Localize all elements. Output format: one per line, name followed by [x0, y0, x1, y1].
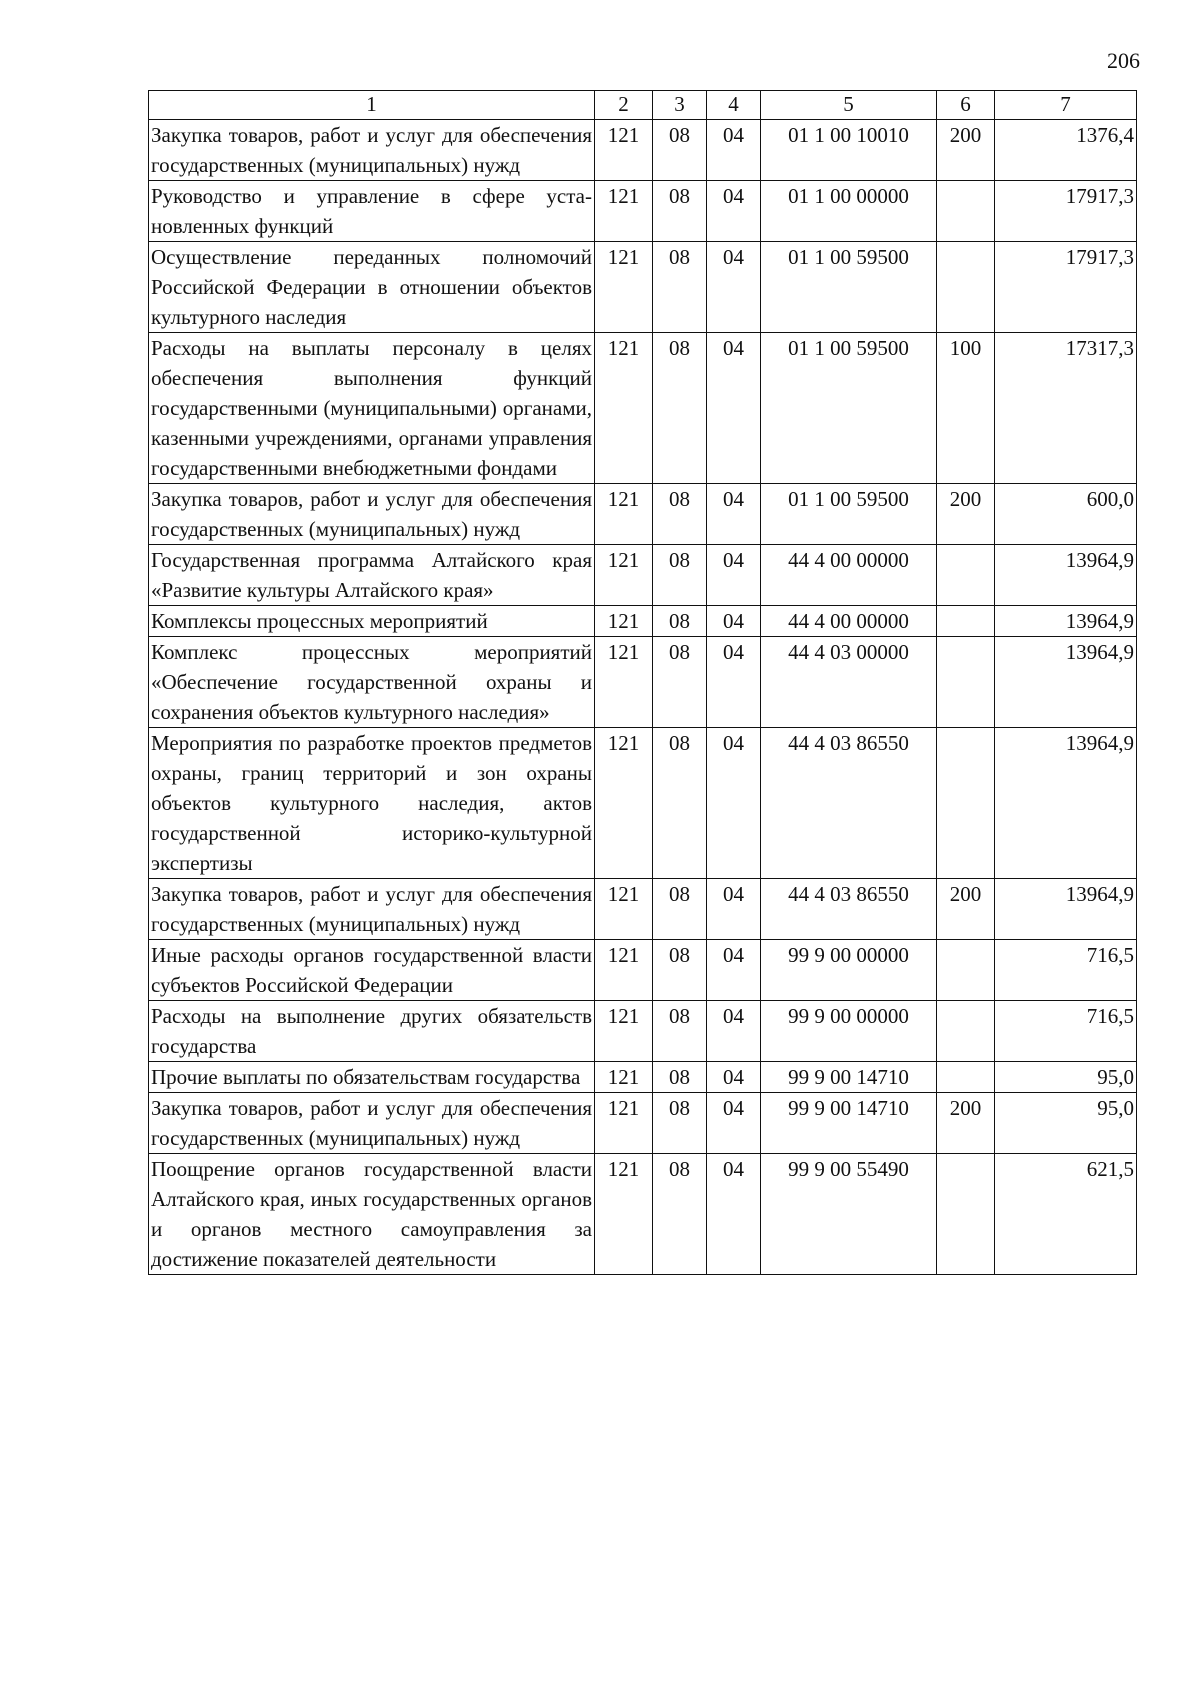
expense-type-cell — [937, 1154, 995, 1275]
subsection-code-cell: 04 — [707, 333, 761, 484]
ministry-code-cell: 121 — [595, 333, 653, 484]
table-row — [149, 242, 1137, 333]
table-row — [149, 879, 1137, 940]
target-article-cell: 01 1 00 59500 — [761, 333, 937, 484]
subsection-code-cell: 04 — [707, 728, 761, 879]
table-row — [149, 545, 1137, 606]
amount-cell: 95,0 — [995, 1062, 1137, 1093]
expense-type-cell: 200 — [937, 879, 995, 940]
target-article-cell: 01 1 00 00000 — [761, 181, 937, 242]
column-number-row — [149, 91, 1137, 120]
section-code-cell: 08 — [653, 728, 707, 879]
page-number: 206 — [1107, 48, 1140, 73]
expense-name-cell: Мероприятия по разработке проектов предметов охраны, границ территорий и зон охраны объектов культурного наследия, актов государственной историко-культурной экспертизы — [149, 728, 595, 879]
expense-type-cell — [937, 242, 995, 333]
target-article-cell: 01 1 00 59500 — [761, 484, 937, 545]
amount-cell: 17917,3 — [995, 181, 1137, 242]
target-article-cell: 99 9 00 14710 — [761, 1093, 937, 1154]
subsection-code-cell: 04 — [707, 1093, 761, 1154]
ministry-code-cell: 121 — [595, 1093, 653, 1154]
expense-type-cell — [937, 181, 995, 242]
subsection-code-cell: 04 — [707, 120, 761, 181]
subsection-code-cell: 04 — [707, 637, 761, 728]
ministry-code-cell: 121 — [595, 879, 653, 940]
table-row — [149, 606, 1137, 637]
ministry-code-cell: 121 — [595, 242, 653, 333]
table-row — [149, 1154, 1137, 1275]
subsection-code-cell: 04 — [707, 181, 761, 242]
ministry-code-cell: 121 — [595, 1154, 653, 1275]
column-header: 2 — [595, 91, 653, 120]
expense-type-cell — [937, 637, 995, 728]
amount-cell: 13964,9 — [995, 606, 1137, 637]
target-article-cell: 99 9 00 00000 — [761, 1001, 937, 1062]
column-header: 3 — [653, 91, 707, 120]
expense-name-cell: Расходы на выполнение других обязательств государства — [149, 1001, 595, 1062]
amount-cell: 716,5 — [995, 940, 1137, 1001]
section-code-cell: 08 — [653, 1001, 707, 1062]
target-article-cell: 44 4 03 86550 — [761, 728, 937, 879]
expense-name-cell: Закупка товаров, работ и услуг для обеспечения государственных (муниципальных) нужд — [149, 120, 595, 181]
expense-name-cell: Руководство и управление в сфере установленных функций — [149, 181, 595, 242]
table-row — [149, 333, 1137, 484]
amount-cell: 13964,9 — [995, 637, 1137, 728]
section-code-cell: 08 — [653, 1093, 707, 1154]
expense-name-cell: Поощрение органов государственной власти Алтайского края, иных государственных органов и органов местного самоуправления за достижение показателей деятельности — [149, 1154, 595, 1275]
target-article-cell: 44 4 03 86550 — [761, 879, 937, 940]
expense-type-cell — [937, 545, 995, 606]
expense-name-cell: Осуществление переданных полномочий Российской Федерации в отношении объектов культурного наследия — [149, 242, 595, 333]
subsection-code-cell: 04 — [707, 1001, 761, 1062]
expense-name-cell: Закупка товаров, работ и услуг для обеспечения государственных (муниципальных) нужд — [149, 484, 595, 545]
subsection-code-cell: 04 — [707, 242, 761, 333]
table-row — [149, 1062, 1137, 1093]
expense-type-cell — [937, 1062, 995, 1093]
column-header: 5 — [761, 91, 937, 120]
target-article-cell: 99 9 00 14710 — [761, 1062, 937, 1093]
amount-cell: 95,0 — [995, 1093, 1137, 1154]
expense-type-cell: 100 — [937, 333, 995, 484]
section-code-cell: 08 — [653, 1154, 707, 1275]
amount-cell: 600,0 — [995, 484, 1137, 545]
amount-cell: 13964,9 — [995, 879, 1137, 940]
subsection-code-cell: 04 — [707, 940, 761, 1001]
amount-cell: 716,5 — [995, 1001, 1137, 1062]
table-row — [149, 728, 1137, 879]
expense-type-cell — [937, 606, 995, 637]
ministry-code-cell: 121 — [595, 181, 653, 242]
expense-name-cell: Закупка товаров, работ и услуг для обеспечения государственных (муниципальных) нужд — [149, 879, 595, 940]
section-code-cell: 08 — [653, 879, 707, 940]
ministry-code-cell: 121 — [595, 484, 653, 545]
section-code-cell: 08 — [653, 333, 707, 484]
expense-type-cell: 200 — [937, 484, 995, 545]
ministry-code-cell: 121 — [595, 606, 653, 637]
column-header: 1 — [149, 91, 595, 120]
subsection-code-cell: 04 — [707, 606, 761, 637]
subsection-code-cell: 04 — [707, 879, 761, 940]
expense-name-cell: Комплексы процессных мероприятий — [149, 606, 595, 637]
table-row — [149, 1093, 1137, 1154]
ministry-code-cell: 121 — [595, 1001, 653, 1062]
table-row — [149, 940, 1137, 1001]
subsection-code-cell: 04 — [707, 545, 761, 606]
target-article-cell: 44 4 00 00000 — [761, 545, 937, 606]
target-article-cell: 99 9 00 55490 — [761, 1154, 937, 1275]
subsection-code-cell: 04 — [707, 484, 761, 545]
amount-cell: 1376,4 — [995, 120, 1137, 181]
expense-type-cell: 200 — [937, 1093, 995, 1154]
section-code-cell: 08 — [653, 120, 707, 181]
column-header: 6 — [937, 91, 995, 120]
table-row — [149, 1001, 1137, 1062]
section-code-cell: 08 — [653, 1062, 707, 1093]
ministry-code-cell: 121 — [595, 120, 653, 181]
ministry-code-cell: 121 — [595, 940, 653, 1001]
expense-name-cell: Иные расходы органов государственной власти субъектов Российской Федерации — [149, 940, 595, 1001]
table-row — [149, 637, 1137, 728]
target-article-cell: 01 1 00 59500 — [761, 242, 937, 333]
target-article-cell: 44 4 03 00000 — [761, 637, 937, 728]
ministry-code-cell: 121 — [595, 545, 653, 606]
target-article-cell: 44 4 00 00000 — [761, 606, 937, 637]
expense-type-cell — [937, 728, 995, 879]
section-code-cell: 08 — [653, 637, 707, 728]
amount-cell: 13964,9 — [995, 728, 1137, 879]
target-article-cell: 99 9 00 00000 — [761, 940, 937, 1001]
ministry-code-cell: 121 — [595, 1062, 653, 1093]
section-code-cell: 08 — [653, 940, 707, 1001]
expense-name-cell: Расходы на выплаты персоналу в целях обеспечения выполнения функций государственными (муниципальными) органами, казенными учреждениями, органами управления государственными внебюджетными фондами — [149, 333, 595, 484]
section-code-cell: 08 — [653, 606, 707, 637]
expense-type-cell — [937, 940, 995, 1001]
expense-name-cell: Комплекс процессных мероприятий «Обеспечение государственной охраны и сохранения объектов культурного наследия» — [149, 637, 595, 728]
expense-type-cell: 200 — [937, 120, 995, 181]
budget-table — [148, 90, 1137, 1275]
section-code-cell: 08 — [653, 545, 707, 606]
table-row — [149, 181, 1137, 242]
amount-cell: 621,5 — [995, 1154, 1137, 1275]
expense-name-cell: Закупка товаров, работ и услуг для обеспечения государственных (муниципальных) нужд — [149, 1093, 595, 1154]
subsection-code-cell: 04 — [707, 1154, 761, 1275]
column-header: 4 — [707, 91, 761, 120]
table-row — [149, 120, 1137, 181]
section-code-cell: 08 — [653, 484, 707, 545]
section-code-cell: 08 — [653, 242, 707, 333]
subsection-code-cell: 04 — [707, 1062, 761, 1093]
table-row — [149, 484, 1137, 545]
expense-type-cell — [937, 1001, 995, 1062]
section-code-cell: 08 — [653, 181, 707, 242]
amount-cell: 13964,9 — [995, 545, 1137, 606]
target-article-cell: 01 1 00 10010 — [761, 120, 937, 181]
amount-cell: 17917,3 — [995, 242, 1137, 333]
amount-cell: 17317,3 — [995, 333, 1137, 484]
column-header: 7 — [995, 91, 1137, 120]
ministry-code-cell: 121 — [595, 637, 653, 728]
expense-name-cell: Государственная программа Алтайского края «Развитие культуры Алтайского края» — [149, 545, 595, 606]
ministry-code-cell: 121 — [595, 728, 653, 879]
expense-name-cell: Прочие выплаты по обязательствам государства — [149, 1062, 595, 1093]
